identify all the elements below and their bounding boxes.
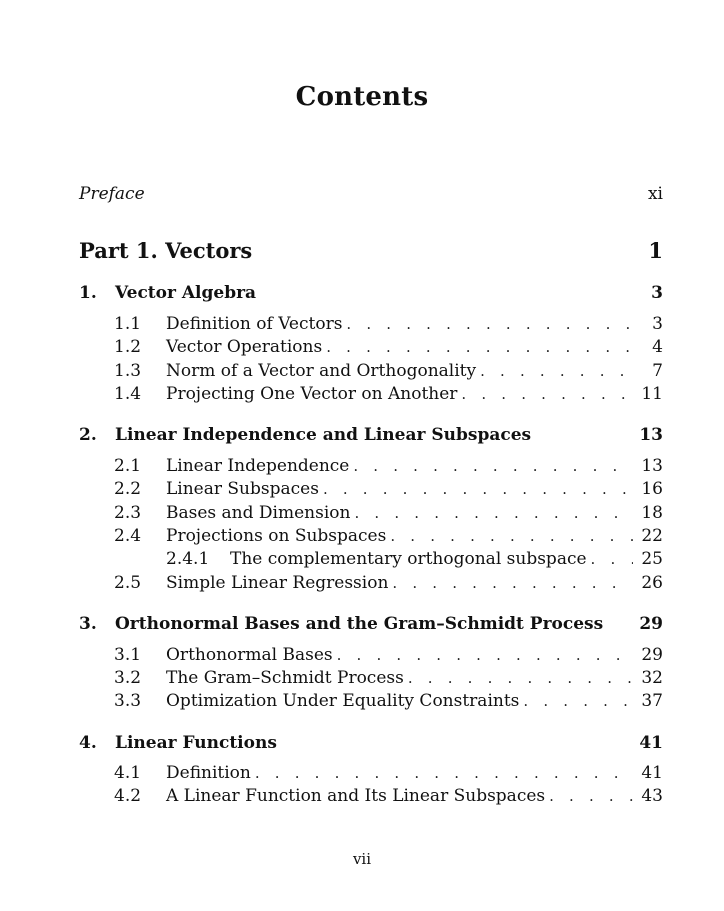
- leader-dots: [392, 574, 633, 592]
- section-entry: [114, 645, 663, 665]
- toc-preface-entry: [79, 184, 663, 204]
- section-title: A Linear Function and Its Linear Subspaces: [166, 786, 546, 806]
- leader-dots: [323, 480, 633, 498]
- section-number: 3.2: [114, 668, 142, 688]
- section-entry: [114, 337, 663, 357]
- leader-dots: [337, 646, 633, 664]
- section-title: Projecting One Vector on Another: [166, 384, 458, 404]
- section-title: Linear Independence: [166, 456, 350, 476]
- section-page: 22: [641, 526, 663, 546]
- section-entry: [114, 668, 663, 688]
- preface-label: Preface: [79, 184, 145, 204]
- section-title: Linear Subspaces: [166, 479, 319, 499]
- section-title: Vector Operations: [166, 337, 323, 357]
- section-page: 11: [641, 384, 663, 404]
- part-page: 1: [648, 238, 663, 263]
- section-number: 3.3: [114, 691, 142, 711]
- chapter-page: 41: [639, 733, 663, 753]
- leader-dots: [591, 550, 633, 568]
- section-title: Definition: [166, 763, 251, 783]
- section-number: 1.4: [114, 384, 142, 404]
- section-page: 37: [641, 691, 663, 711]
- chapter-number: 2.: [79, 425, 97, 445]
- section-number: 2.3: [114, 503, 142, 523]
- preface-page: xi: [647, 184, 663, 204]
- chapter-page: 13: [639, 425, 663, 445]
- chapter-page: 3: [651, 283, 663, 303]
- section-title: Definition of Vectors: [166, 314, 343, 334]
- section-entry: [114, 786, 663, 806]
- section-entry: [114, 361, 663, 381]
- section-entry: [114, 526, 663, 546]
- page-title: Contents: [295, 82, 429, 112]
- section-entry: [114, 573, 663, 593]
- section-title: Orthonormal Bases: [166, 645, 333, 665]
- subsection-entry: [166, 549, 663, 569]
- subsection-number: 2.4.1: [166, 549, 210, 569]
- subsection-title: The complementary orthogonal subspace: [230, 549, 587, 569]
- section-number: 1.1: [114, 314, 142, 334]
- chapter-heading: [79, 283, 663, 303]
- chapter-heading: [79, 425, 663, 445]
- section-page: 32: [641, 668, 663, 688]
- section-entry: [114, 384, 663, 404]
- section-title: The Gram–Schmidt Process: [166, 668, 404, 688]
- section-title: Projections on Subspaces: [166, 526, 387, 546]
- section-entry: [114, 479, 663, 499]
- chapter-page: 29: [639, 614, 663, 634]
- section-page: 3: [652, 314, 663, 334]
- section-number: 2.5: [114, 573, 142, 593]
- section-page: 43: [641, 786, 663, 806]
- section-number: 2.1: [114, 456, 142, 476]
- chapter-number: 4.: [79, 733, 97, 753]
- section-entry: [114, 503, 663, 523]
- section-page: 4: [652, 337, 663, 357]
- page-number: vii: [352, 850, 372, 868]
- section-number: 1.2: [114, 337, 142, 357]
- section-number: 1.3: [114, 361, 142, 381]
- section-page: 26: [641, 573, 663, 593]
- section-page: 7: [652, 361, 663, 381]
- leader-dots: [390, 527, 633, 545]
- toc-part-entry: [79, 238, 663, 263]
- section-number: 4.1: [114, 763, 142, 783]
- section-number: 4.2: [114, 786, 142, 806]
- leader-dots: [346, 315, 633, 333]
- section-title: Bases and Dimension: [166, 503, 351, 523]
- chapter-heading: [79, 733, 663, 753]
- leader-dots: [326, 338, 633, 356]
- leader-dots: [354, 504, 633, 522]
- chapter-title: Orthonormal Bases and the Gram–Schmidt Process: [115, 614, 604, 634]
- section-page: 16: [641, 479, 663, 499]
- section-entry: [114, 314, 663, 334]
- chapter-number: 1.: [79, 283, 97, 303]
- section-page: 41: [641, 763, 663, 783]
- chapter-title: Vector Algebra: [115, 283, 257, 303]
- chapter-title: Linear Independence and Linear Subspaces: [115, 425, 532, 445]
- section-title: Simple Linear Regression: [166, 573, 389, 593]
- leader-dots: [523, 692, 633, 710]
- section-title: Norm of a Vector and Orthogonality: [166, 361, 477, 381]
- leader-dots: [480, 362, 633, 380]
- section-number: 3.1: [114, 645, 142, 665]
- leader-dots: [408, 669, 633, 687]
- section-number: 2.4: [114, 526, 142, 546]
- leader-dots: [549, 787, 633, 805]
- section-entry: [114, 456, 663, 476]
- subsection-page: 25: [641, 549, 663, 569]
- section-page: 29: [641, 645, 663, 665]
- leader-dots: [255, 764, 633, 782]
- chapter-number: 3.: [79, 614, 97, 634]
- leader-dots: [353, 457, 633, 475]
- part-label: Part 1. Vectors: [79, 238, 253, 263]
- section-entry: [114, 763, 663, 783]
- section-entry: [114, 691, 663, 711]
- chapter-heading: [79, 614, 663, 634]
- section-number: 2.2: [114, 479, 142, 499]
- leader-dots: [461, 385, 633, 403]
- chapter-title: Linear Functions: [115, 733, 277, 753]
- section-title: Optimization Under Equality Constraints: [166, 691, 520, 711]
- section-page: 18: [641, 503, 663, 523]
- section-page: 13: [641, 456, 663, 476]
